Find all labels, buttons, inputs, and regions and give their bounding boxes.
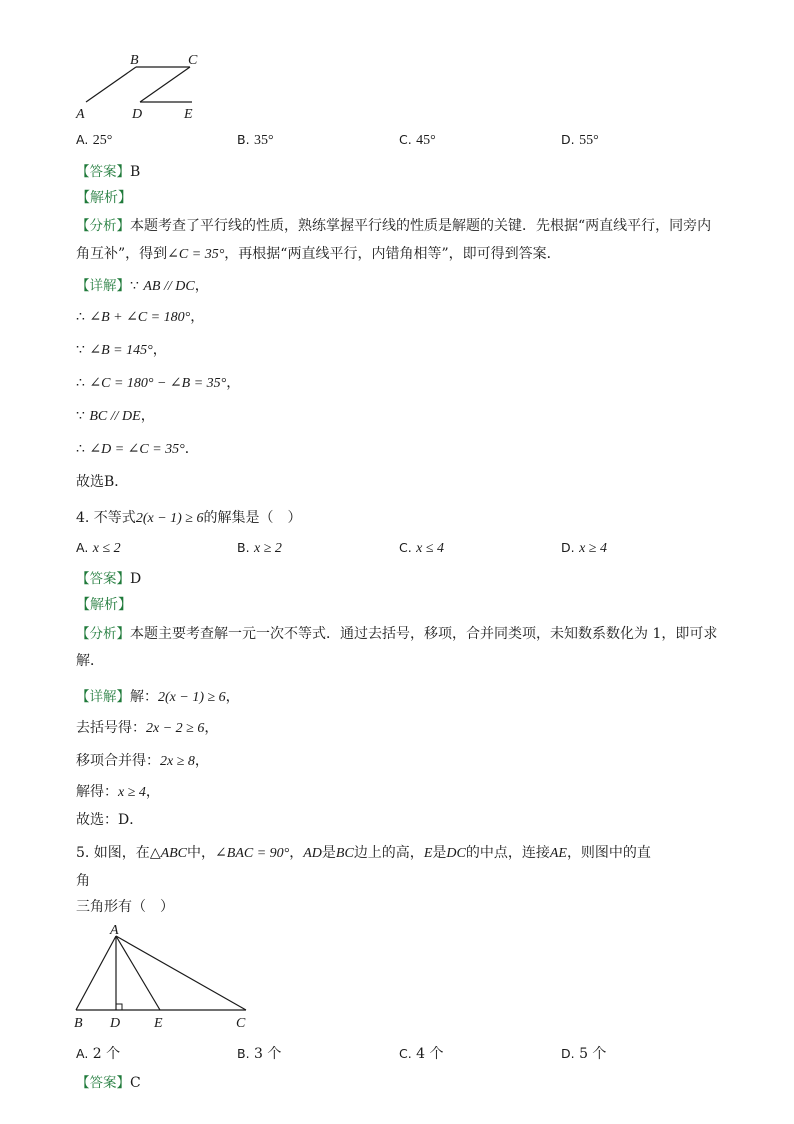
answer-tag: 【答案】 xyxy=(76,164,130,180)
label-e: E xyxy=(154,1016,163,1031)
right-triangle-figure xyxy=(66,920,266,1032)
q4-stem xyxy=(76,507,301,527)
step-suffix: ， xyxy=(152,342,167,358)
option-letter: C. xyxy=(399,540,412,555)
option-value: 55° xyxy=(579,133,599,148)
q5-option-c[interactable] xyxy=(399,1043,444,1063)
q4-analysis-tag: 【解析】 xyxy=(76,597,132,613)
q5-answer xyxy=(76,1071,141,1091)
step-prefix: ∵ xyxy=(76,342,85,358)
q5-stem-line3: 三角形有（ ） xyxy=(76,899,174,915)
stem-text: 中， xyxy=(187,845,216,861)
stem-text: 的解集是（ ） xyxy=(203,510,302,526)
fenxi-text: 本题主要考查解一元一次不等式．通过去括号，移项，合并同类项，未知数系数化为 1，即可求 xyxy=(130,626,718,642)
step-math: AB // DC xyxy=(143,279,195,294)
q3-fenxi-line2 xyxy=(76,243,561,263)
fenxi-tag: 【分析】 xyxy=(76,218,130,234)
label-e: E xyxy=(184,107,193,122)
stem-text: ， xyxy=(289,845,304,861)
step-suffix: ， xyxy=(145,784,160,800)
step-suffix: ， xyxy=(190,309,205,325)
q3-option-c[interactable] xyxy=(399,132,436,149)
step-suffix: ， xyxy=(204,720,219,736)
q5-stem-line2: 角 xyxy=(76,873,90,889)
q3-option-a[interactable] xyxy=(76,132,112,149)
q5-option-d[interactable] xyxy=(561,1043,606,1063)
label-b: B xyxy=(74,1016,83,1031)
q3-answer xyxy=(76,160,140,180)
option-value: 45° xyxy=(416,133,436,148)
step-math: ∠D = ∠C = 35° xyxy=(89,442,185,457)
step-prefix: ∴ xyxy=(76,309,85,325)
q3-conclusion: 故选B． xyxy=(76,474,129,490)
option-letter: C. xyxy=(399,132,412,147)
step-math: ∠B = 145° xyxy=(89,343,153,358)
label-b: B xyxy=(130,53,139,68)
answer-tag: 【答案】 xyxy=(76,1075,130,1091)
stem-math: AE xyxy=(549,846,567,861)
label-d: D xyxy=(110,1016,121,1031)
option-value: x ≥ 4 xyxy=(579,541,607,556)
step-prefix: ∵ xyxy=(76,408,85,424)
answer-value: D xyxy=(130,571,142,587)
q4-fenxi-line2: 解． xyxy=(76,653,104,669)
option-value: x ≤ 4 xyxy=(416,541,445,556)
q3-fenxi-line1 xyxy=(76,214,711,235)
q4-step-3 xyxy=(76,750,209,770)
stem-math: E xyxy=(423,846,433,861)
segment-ac xyxy=(116,936,246,1010)
q4-option-a[interactable] xyxy=(76,540,121,557)
stem-text: 是 xyxy=(321,845,336,861)
stem-text: 4. 不等式 xyxy=(76,510,136,526)
step-math: 2x ≥ 8 xyxy=(160,754,195,769)
step-math: 2x − 2 ≥ 6 xyxy=(146,721,205,736)
label-c: C xyxy=(236,1016,246,1031)
q4-option-d[interactable] xyxy=(561,540,607,557)
step-math: BC // DE xyxy=(89,409,141,424)
fenxi-text: 本题考查了平行线的性质，熟练掌握平行线的性质是解题的关键．先根据“两直线平行，同旁内 xyxy=(130,218,712,234)
stem-math: ∠BAC = 90° xyxy=(215,846,290,861)
q5-option-b[interactable] xyxy=(237,1043,281,1063)
option-value: x ≥ 2 xyxy=(254,541,282,556)
q3-step-4 xyxy=(76,372,240,392)
q4-fenxi-line1 xyxy=(76,622,717,643)
step-suffix: ． xyxy=(184,441,199,457)
stem-text: 边上的高， xyxy=(353,845,424,861)
segment-ab xyxy=(76,936,116,1010)
step-suffix: ， xyxy=(226,375,241,391)
q3-option-b[interactable] xyxy=(237,132,274,149)
fenxi-text: ，再根据“两直线平行，内错角相等”，即可得到答案． xyxy=(224,246,561,262)
stem-text: ，则图中的直 xyxy=(566,845,651,861)
step-suffix: ， xyxy=(194,753,209,769)
segment-ae xyxy=(116,936,160,1010)
step-prefix: ∵ xyxy=(130,278,139,294)
q4-option-c[interactable] xyxy=(399,540,444,557)
option-letter: B. xyxy=(237,132,250,147)
q3-analysis-tag: 【解析】 xyxy=(76,190,132,206)
step-suffix: ， xyxy=(140,408,155,424)
option-value: 5 个 xyxy=(579,1046,607,1062)
option-value: x ≤ 2 xyxy=(92,541,121,556)
option-letter: B. xyxy=(237,1046,250,1061)
segment-cd xyxy=(140,67,190,102)
answer-tag: 【答案】 xyxy=(76,571,130,587)
stem-text: 5. 如图，在 xyxy=(76,845,150,861)
q4-step-2 xyxy=(76,717,218,737)
step-prefix: 解： xyxy=(130,689,158,705)
step-prefix: 解得： xyxy=(76,784,118,800)
step-math: 2(x − 1) ≥ 6 xyxy=(158,690,226,705)
step-suffix: ， xyxy=(225,689,240,705)
q4-conclusion: 故选：D． xyxy=(76,812,144,828)
step-suffix: ， xyxy=(194,278,209,294)
step-math: x ≥ 4 xyxy=(118,785,146,800)
q3-option-d[interactable] xyxy=(561,132,599,149)
option-letter: D. xyxy=(561,540,575,555)
option-value: 35° xyxy=(254,133,274,148)
answer-value: B xyxy=(130,164,141,180)
option-value: 4 个 xyxy=(416,1046,444,1062)
q3-step-3 xyxy=(76,339,167,359)
option-letter: A. xyxy=(76,540,89,555)
q4-option-b[interactable] xyxy=(237,540,282,557)
stem-math: AD xyxy=(303,846,322,861)
option-letter: B. xyxy=(237,540,250,555)
q4-answer xyxy=(76,567,141,587)
option-value: 2 个 xyxy=(92,1046,121,1062)
step-math: ∠C = 180° − ∠B = 35° xyxy=(89,376,227,391)
step-prefix: 移项合并得： xyxy=(76,753,160,769)
q5-option-a[interactable] xyxy=(76,1043,120,1063)
option-letter: D. xyxy=(561,1046,575,1061)
step-prefix: ∴ xyxy=(76,441,85,457)
option-value: 3 个 xyxy=(254,1046,282,1062)
q3-step-1 xyxy=(76,274,209,295)
parallel-lines-figure xyxy=(70,48,230,122)
step-prefix: ∴ xyxy=(76,375,85,391)
segment-ab xyxy=(86,67,136,102)
option-letter: C. xyxy=(399,1046,412,1061)
step-prefix: 去括号得： xyxy=(76,720,146,736)
q3-step-2 xyxy=(76,306,204,326)
stem-math: BC xyxy=(335,846,354,861)
q3-step-6 xyxy=(76,438,199,458)
stem-math: △ABC xyxy=(149,846,188,861)
xiangjie-tag: 【详解】 xyxy=(76,278,130,294)
label-c: C xyxy=(188,53,198,68)
option-value: 25° xyxy=(92,133,113,148)
step-math: ∠B + ∠C = 180° xyxy=(89,310,191,325)
fenxi-text: 角互补”，得到 xyxy=(76,246,168,262)
q5-stem-line1 xyxy=(76,842,651,862)
xiangjie-tag: 【详解】 xyxy=(76,689,130,705)
answer-value: C xyxy=(130,1075,141,1091)
stem-math: 2(x − 1) ≥ 6 xyxy=(135,511,204,526)
q3-step-5 xyxy=(76,405,155,425)
fenxi-math: ∠C = 35° xyxy=(167,247,225,262)
fenxi-tag: 【分析】 xyxy=(76,626,130,642)
stem-text: 的中点，连接 xyxy=(465,845,550,861)
label-a: A xyxy=(76,107,85,122)
option-letter: A. xyxy=(76,1046,89,1061)
option-letter: D. xyxy=(561,132,575,147)
option-letter: A. xyxy=(76,132,89,147)
q4-step-1 xyxy=(76,685,240,706)
label-d: D xyxy=(132,107,143,122)
stem-text: 是 xyxy=(432,845,447,861)
label-a: A xyxy=(110,923,119,938)
right-angle-mark xyxy=(116,1004,122,1010)
stem-math: DC xyxy=(446,846,466,861)
q4-step-4 xyxy=(76,781,160,801)
